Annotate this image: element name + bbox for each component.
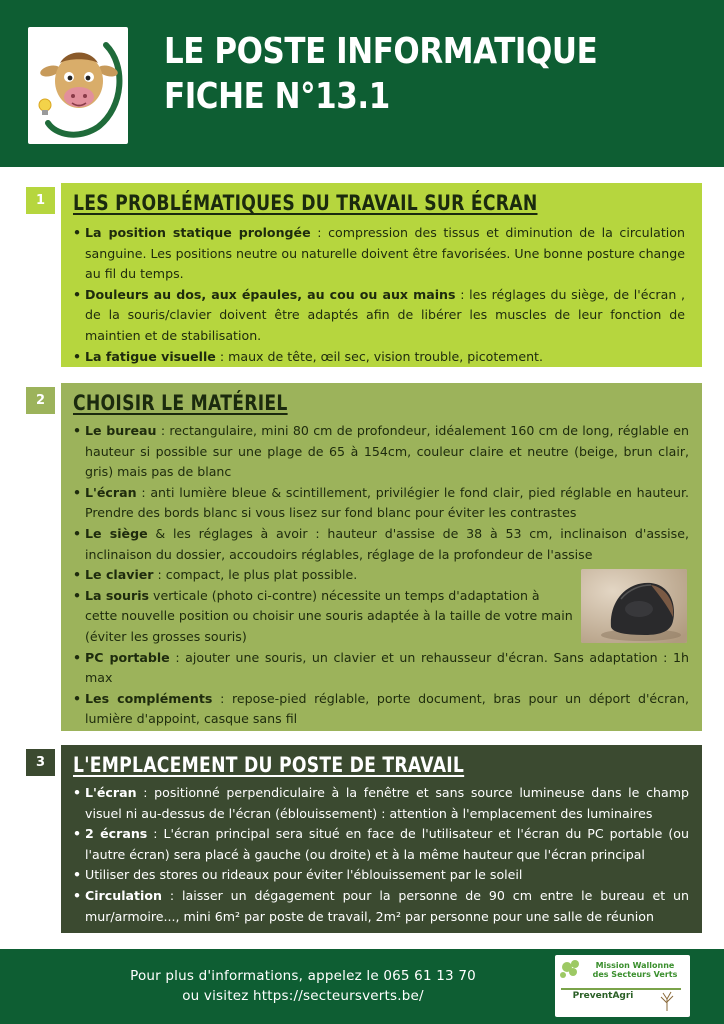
list-item: [73, 824, 689, 865]
item-label: Le clavier: [85, 567, 154, 583]
item-text: : compact, le plus plat possible.: [153, 567, 358, 583]
item-text: & les réglages à avoir : hauteur d'assise de 38 à 53 cm, inclinaison d'assise, inclinaison du dossier, accoudoirs réglables, réglage de la profondeur de l'assise: [85, 525, 689, 562]
header-banner: [0, 0, 724, 167]
item-text: : rectangulaire, mini 80 cm de profondeur, idéalement 160 cm de long, réglable en hauteur si possible sur une plage de 65 à 154cm, couleur claire et neutre (beige, brun clair, gris) mais pas de blanc: [85, 423, 689, 480]
item-text: : repose-pied réglable, porte document, bras pour un déport d'écran, lumière d'appoint, casque sans fil: [85, 690, 689, 727]
cow-mascot-logo: [28, 27, 128, 144]
logo-divider: [561, 988, 681, 990]
footer-website-line: ou visitez https://secteursverts.be/: [182, 988, 424, 1004]
item-label: La fatigue visuelle: [85, 348, 216, 364]
item-text: verticale (photo ci-contre) nécessite un temps d'adaptation à cette nouvelle position ou choisir une souris adaptée à la taille de votre main (éviter les grosses souris): [85, 587, 573, 644]
item-text: : les réglages du siège, de l'écran , de la souris/clavier doivent être adaptés afin de libérer les muscles de leur fonction de maintien et de stabilisation.: [85, 286, 685, 343]
list-item: [73, 648, 689, 689]
item-text: : laisser un dégagement pour la personne de 90 cm entre le bureau et un mur/armoire..., mini 6m² par poste de travail, 2m² par personne pour une salle de réunion: [85, 887, 689, 924]
item-text: : L'écran principal sera situé en face de l'utilisateur et l'écran du PC portable (ou l'autre écran) sera placé à gauche (ou droite) et à la même hauteur que l'écran principal: [85, 826, 689, 862]
item-text: : anti lumière bleue & scintillement, privilégier le fond clair, pied réglable en hauteur. Prendre des bords blanc si vous lisez sur fond blanc pour éviter les contrastes: [85, 484, 689, 521]
item-label: Circulation: [85, 887, 162, 903]
item-label: Les compléments: [85, 690, 213, 706]
section-choose-equipment: [61, 383, 702, 731]
title-line-2: FICHE N°13.1: [164, 76, 390, 117]
item-label: L'écran: [85, 484, 137, 500]
item-text: : ajouter une souris, un clavier et un rehausseur d'écran. Sans adaptation : 1h max: [85, 649, 689, 686]
bullet-list: [73, 783, 689, 927]
section-title: CHOISIR LE MATÉRIEL: [73, 391, 288, 415]
item-label: L'écran: [85, 785, 137, 800]
list-item: [73, 347, 685, 368]
item-label: La position statique prolongée: [85, 225, 311, 240]
page-title: [164, 29, 597, 119]
list-item: [73, 421, 689, 483]
footer-contact: [0, 966, 606, 1006]
section-number-badge: 3: [26, 749, 55, 776]
item-text: Utiliser des stores ou rideaux pour éviter l'éblouissement par le soleil: [85, 867, 523, 883]
title-line-1: LE POSTE INFORMATIQUE: [164, 31, 598, 72]
section-workstation-placement: [61, 745, 702, 933]
list-item: [73, 783, 689, 824]
list-item: [73, 524, 689, 565]
item-label: Le bureau: [85, 423, 157, 438]
list-item: [73, 886, 689, 927]
partner-name: [585, 961, 685, 979]
item-label: 2 écrans: [85, 826, 148, 842]
footer-phone-line: Pour plus d'informations, appelez le 065 61 13 70: [130, 968, 476, 984]
bullet-list: [73, 223, 685, 367]
mission-wallonne-preventagri-logo: [555, 955, 690, 1017]
item-text: : compression des tissus et diminution de la circulation sanguine. Les positions neutre ou naturelle doivent être favorisées. Une bonne posture change au fil du temps.: [85, 225, 685, 282]
section-screen-work-problems: [61, 183, 702, 367]
section-number-badge: 2: [26, 387, 55, 414]
partner-name-line-2: des Secteurs Verts: [592, 970, 678, 979]
item-text: : positionné perpendiculaire à la fenêtre et sans source lumineuse dans le champ visuel ni au-dessus de l'écran (éblouissement) : attention à l'emplacement des luminaires: [85, 785, 689, 821]
preventagri-label: PreventAgri: [572, 991, 634, 1001]
item-label: PC portable: [85, 649, 170, 665]
section-number-badge: 1: [26, 187, 55, 214]
list-item: [73, 285, 685, 347]
list-item: [73, 483, 689, 524]
section-title: LES PROBLÉMATIQUES DU TRAVAIL SUR ÉCRAN: [73, 191, 538, 215]
vertical-mouse-photo: [581, 569, 687, 643]
section-title: L'EMPLACEMENT DU POSTE DE TRAVAIL: [73, 753, 465, 777]
item-label: Douleurs au dos, aux épaules, au cou ou aux mains: [85, 286, 456, 302]
item-label: Le siège: [85, 525, 148, 541]
partner-name-line-1: Mission Wallonne: [595, 961, 675, 970]
list-item: [73, 223, 685, 285]
item-text: : maux de tête, œil sec, vision trouble, picotement.: [215, 348, 543, 364]
list-item: [73, 586, 573, 648]
list-item: [73, 865, 689, 886]
item-label: La souris: [85, 587, 150, 603]
list-item: [73, 689, 689, 730]
